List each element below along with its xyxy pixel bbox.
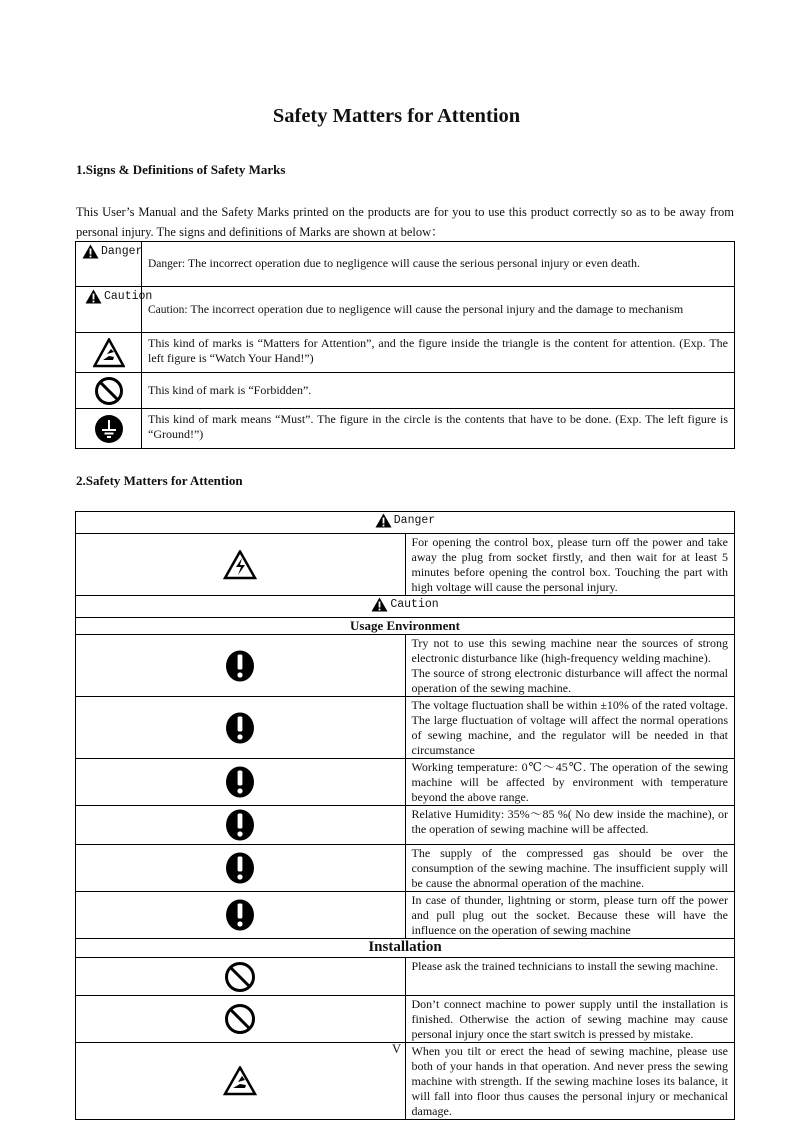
- mandatory-icon: [224, 649, 256, 683]
- installation-row: [76, 939, 735, 958]
- mandatory-icon: [224, 898, 256, 932]
- table-row: [76, 892, 735, 939]
- installation-item-3: When you tilt or erect the head of sewing machine, please use both of your hands in that operation. And never press the sewing machine with strength. If the sewing machine loses its balance, it will fall into floor thus causes the personal injury or mechanical damage.: [405, 1043, 735, 1120]
- usage-item-1-note: The source of strong electronic disturbance will affect the normal operation of the sewing machine.: [411, 666, 728, 695]
- watch-hand-definition: This kind of marks is “Matters for Attention”, and the figure inside the triangle is the content for attention. (Exp. The left figure is “Watch Your Hand!”): [142, 333, 735, 373]
- danger-control-box-text: For opening the control box, please turn off the power and take away the plug from socket firstly, and then wait for at least 5 minutes before opening the control box. Touching the part with high voltage will cause the personal injury.: [405, 534, 735, 596]
- table-row: [76, 996, 735, 1043]
- usage-item-5: The supply of the compressed gas should be over the consumption of the sewing machine. The insufficient supply will be cause the abnormal operation of the machine.: [405, 845, 735, 892]
- safety-matters-table: [75, 511, 735, 1120]
- danger-header-text: Danger: [393, 514, 436, 527]
- forbidden-icon: [224, 961, 256, 993]
- danger-header-label: [375, 513, 435, 528]
- table-row: [76, 287, 735, 333]
- usage-item-3: Working temperature: 0℃～45℃. The operation of the sewing machine will be affected by environment with temperature beyond the above range.: [405, 759, 735, 806]
- danger-label-icon: [82, 244, 142, 259]
- page-number: V: [391, 1042, 402, 1056]
- mandatory-icon: [224, 808, 256, 842]
- high-voltage-icon: [223, 550, 257, 580]
- table-row: [76, 409, 735, 449]
- mandatory-icon: [224, 851, 256, 885]
- table-row: [76, 333, 735, 373]
- table-row: [76, 845, 735, 892]
- caution-header-label: [371, 597, 438, 612]
- caution-definition: The incorrect operation due to negligence will cause the personal injury and the damage to mechanism: [190, 301, 684, 316]
- table-row: [76, 806, 735, 845]
- section-1-heading: 1.Signs & Definitions of Safety Marks: [76, 162, 286, 177]
- danger-definition: The incorrect operation due to negligence will cause the serious personal injury or even death.: [187, 256, 641, 270]
- forbidden-definition: This kind of mark is “Forbidden”.: [142, 373, 735, 409]
- forbidden-icon: [94, 376, 124, 406]
- mandatory-icon: [224, 765, 256, 799]
- ground-definition: This kind of mark means “Must”. The figure in the circle is the contents that have to be done. (Exp. The left figure is “Ground!”): [142, 409, 735, 449]
- danger-header-row: [76, 512, 735, 534]
- table-row: [76, 373, 735, 409]
- ground-icon: [94, 414, 124, 444]
- usage-item-1: Try not to use this sewing machine near the sources of strong electronic disturbance like (high-frequency welding machine).: [411, 636, 728, 665]
- table-row: [76, 534, 735, 596]
- usage-environment-heading: Usage Environment: [76, 618, 735, 635]
- installation-item-1: Please ask the trained technicians to install the sewing machine.: [405, 958, 735, 996]
- usage-item-4: Relative Humidity: 35%～85 %( No dew inside the machine), or the operation of sewing machine will be affected.: [405, 806, 735, 845]
- table-row: [76, 242, 735, 287]
- watch-hand-icon: [223, 1066, 257, 1096]
- table-row: [76, 697, 735, 759]
- usage-item-6: In case of thunder, lightning or storm, please turn off the power and pull plug out the socket. Because these will have the influence on the operation of sewing machine: [405, 892, 735, 939]
- usage-item-2: The voltage fluctuation shall be within ±10% of the rated voltage. The large fluctuation of voltage will affect the normal operations of sewing machine, and the regulator will be needed in that circumstance: [405, 697, 735, 759]
- warning-triangle-icon: [375, 513, 392, 528]
- page-title: Safety Matters for Attention: [272, 105, 521, 127]
- usage-environment-row: [76, 618, 735, 635]
- caution-label-icon: [85, 289, 152, 304]
- danger-label-text: Danger: [101, 245, 143, 258]
- section-2-heading: 2.Safety Matters for Attention: [76, 473, 243, 488]
- danger-prefix: Danger:: [148, 258, 186, 270]
- installation-item-2: Don’t connect machine to power supply until the installation is finished. Otherwise the action of sewing machine may cause personal injury once the start switch is pressed by mistake.: [405, 996, 735, 1043]
- safety-marks-table: [75, 241, 735, 449]
- installation-heading: Installation: [76, 939, 735, 958]
- watch-hand-icon: [93, 338, 125, 368]
- forbidden-icon: [224, 1003, 256, 1035]
- caution-label-text: Caution: [104, 290, 153, 303]
- table-row: [76, 635, 735, 697]
- warning-triangle-icon: [371, 597, 388, 612]
- intro-paragraph: This User’s Manual and the Safety Marks printed on the products are for you to use this product correctly so as to be away from personal injury. The signs and definitions of Marks are shown at below：: [76, 205, 734, 239]
- caution-header-row: [76, 596, 735, 618]
- table-row: [76, 958, 735, 996]
- table-row: [76, 759, 735, 806]
- mandatory-icon: [224, 711, 256, 745]
- caution-prefix: Caution:: [148, 303, 188, 316]
- caution-header-text: Caution: [390, 598, 439, 611]
